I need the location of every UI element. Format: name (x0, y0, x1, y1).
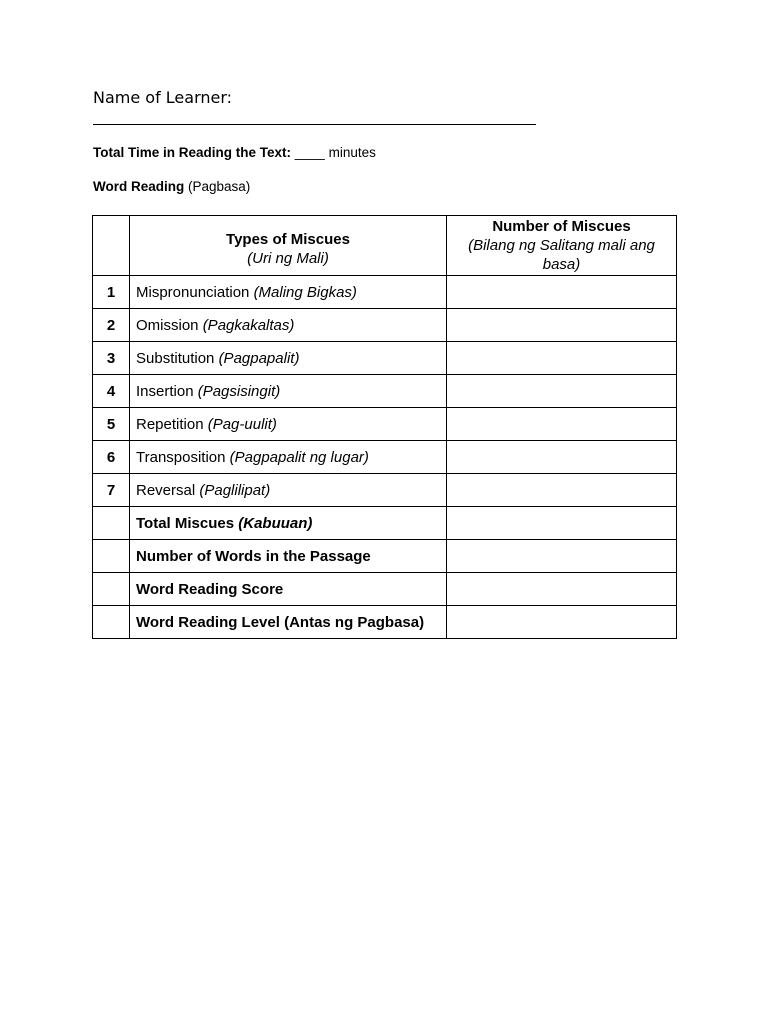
miscue-count-cell[interactable] (447, 441, 677, 474)
miscue-type-label: Repetition (136, 415, 208, 433)
table-header-row (93, 216, 677, 276)
miscue-type-sub: (Pagkakaltas) (202, 316, 295, 334)
summary-value-cell[interactable] (447, 573, 677, 606)
summary-number-cell (93, 573, 130, 606)
word-reading-label: Word Reading (93, 179, 185, 194)
row-number: 1 (93, 276, 130, 309)
row-number: 2 (93, 309, 130, 342)
time-unit: minutes (328, 145, 376, 160)
table-row (93, 276, 677, 309)
summary-row-word-reading-score (93, 573, 677, 606)
summary-label-cell (130, 606, 447, 639)
miscue-type-cell (130, 408, 447, 441)
summary-number-cell (93, 606, 130, 639)
table-row (93, 375, 677, 408)
table-row (93, 342, 677, 375)
types-of-miscues-title: Types of Miscues (226, 230, 350, 248)
miscue-count-cell[interactable] (447, 276, 677, 309)
summary-label-cell (130, 540, 447, 573)
miscue-count-cell[interactable] (447, 474, 677, 507)
miscue-type-label: Substitution (136, 349, 219, 367)
total-miscues-sub: (Kabuuan) (238, 514, 313, 532)
types-of-miscues-sub: (Uri ng Mali) (247, 249, 329, 267)
miscue-type-label: Insertion (136, 382, 198, 400)
miscue-type-label: Transposition (136, 448, 230, 466)
summary-value-cell[interactable] (447, 540, 677, 573)
summary-value-cell[interactable] (447, 606, 677, 639)
header-number-cell (93, 216, 130, 276)
miscue-count-cell[interactable] (447, 408, 677, 441)
summary-row-total-miscues (93, 507, 677, 540)
row-number: 5 (93, 408, 130, 441)
word-reading-level-label: Word Reading Level (Antas ng Pagbasa) (136, 613, 425, 631)
name-of-learner-label: Name of Learner: (93, 88, 233, 107)
row-number: 4 (93, 375, 130, 408)
table-row (93, 441, 677, 474)
summary-label-cell (130, 573, 447, 606)
miscue-count-cell[interactable] (447, 309, 677, 342)
table-row (93, 309, 677, 342)
summary-label-cell (130, 507, 447, 540)
miscue-type-sub: (Pag-uulit) (207, 415, 277, 433)
miscue-type-cell (130, 276, 447, 309)
miscue-type-cell (130, 474, 447, 507)
miscue-count-cell[interactable] (447, 375, 677, 408)
miscue-type-sub: (Paglilipat) (199, 481, 271, 499)
number-of-miscues-title: Number of Miscues (492, 218, 631, 235)
name-blank-line (93, 124, 536, 125)
miscue-type-sub: (Pagpapalit ng lugar) (229, 448, 369, 466)
summary-number-cell (93, 540, 130, 573)
miscue-type-sub: (Pagsisingit) (197, 382, 281, 400)
row-number: 6 (93, 441, 130, 474)
summary-value-cell[interactable] (447, 507, 677, 540)
number-of-miscues-sub: (Bilang ng Salitang mali ang basa) (468, 237, 655, 273)
miscue-type-label: Omission (136, 316, 203, 334)
miscue-type-label: Reversal (136, 481, 200, 499)
number-of-words-label: Number of Words in the Passage (136, 547, 371, 565)
summary-number-cell (93, 507, 130, 540)
row-number: 7 (93, 474, 130, 507)
miscue-type-cell (130, 309, 447, 342)
word-reading-heading (93, 179, 250, 194)
miscue-type-cell (130, 342, 447, 375)
miscue-count-cell[interactable] (447, 342, 677, 375)
header-types-cell (130, 216, 447, 276)
table-row (93, 474, 677, 507)
summary-row-word-reading-level (93, 606, 677, 639)
header-count-cell (447, 216, 677, 276)
miscues-table (92, 215, 677, 639)
miscue-type-cell (130, 375, 447, 408)
miscue-type-sub: (Pagpapalit) (218, 349, 300, 367)
miscue-type-sub: (Maling Bigkas) (253, 283, 357, 301)
total-time-line (93, 145, 376, 160)
word-reading-score-label: Word Reading Score (136, 580, 284, 598)
table-row (93, 408, 677, 441)
word-reading-sub: (Pagbasa) (184, 179, 251, 194)
row-number: 3 (93, 342, 130, 375)
time-blank: ____ (291, 145, 329, 160)
total-time-label: Total Time in Reading the Text: (93, 145, 292, 160)
summary-row-number-of-words (93, 540, 677, 573)
miscue-type-cell (130, 441, 447, 474)
miscue-type-label: Mispronunciation (136, 283, 254, 301)
total-miscues-label: Total Miscues (136, 514, 239, 532)
